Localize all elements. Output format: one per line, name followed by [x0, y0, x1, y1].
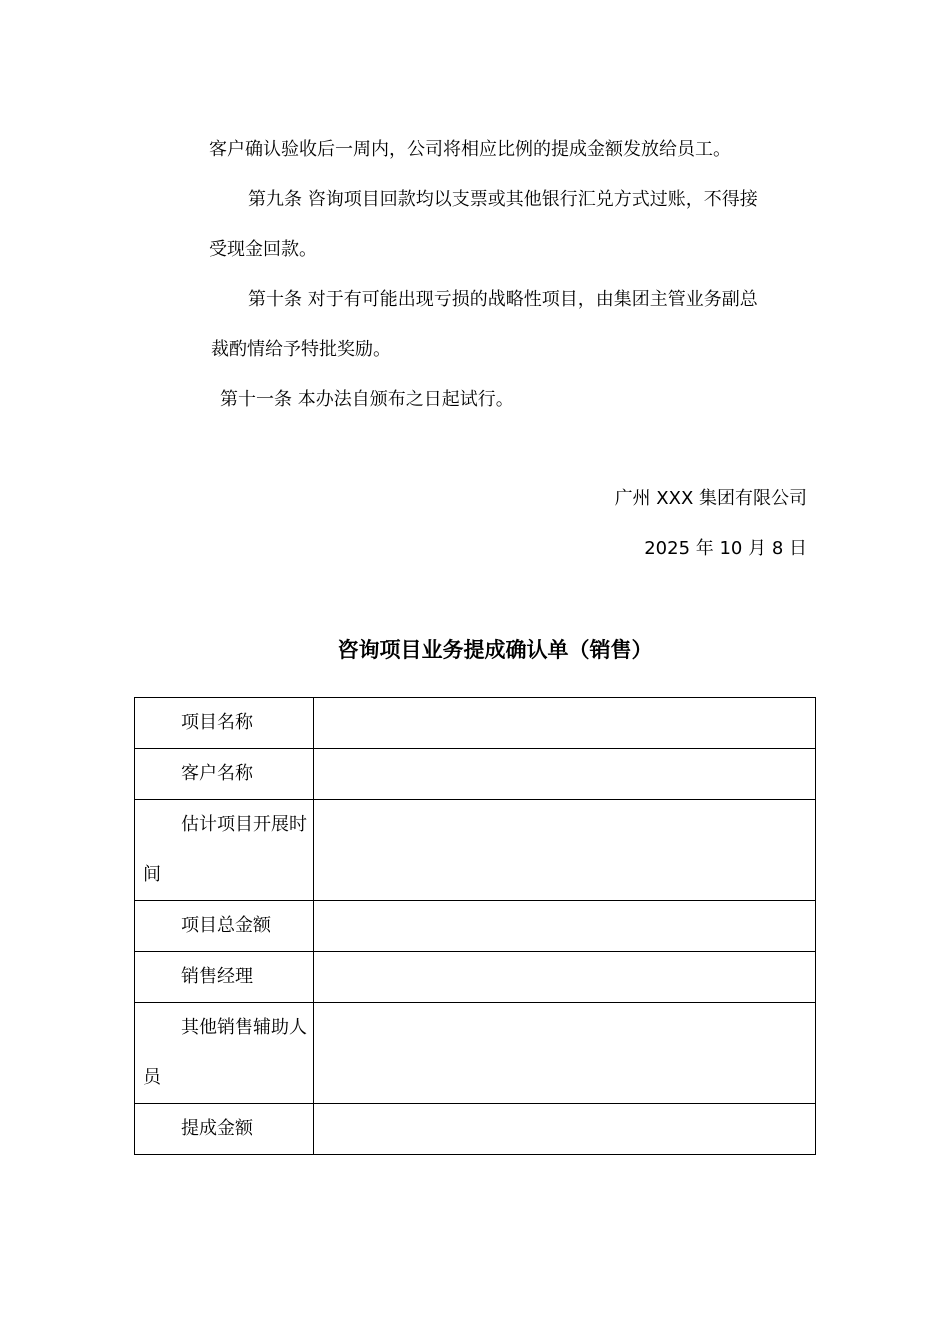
commission-amount-field[interactable] [314, 1104, 816, 1155]
field-label: 项目名称 [181, 712, 253, 733]
field-label: 提成金额 [181, 1118, 253, 1139]
estimated-project-time-field[interactable] [314, 800, 816, 901]
row-label-cell [135, 800, 314, 901]
form-title: 咨询项目业务提成确认单（销售） [337, 638, 653, 662]
table-row [135, 800, 816, 901]
table-row [135, 749, 816, 800]
sales-manager-field[interactable] [314, 952, 816, 1003]
client-name-field[interactable] [314, 749, 816, 800]
row-label-cell [135, 1003, 314, 1104]
row-label-cell [135, 901, 314, 952]
other-sales-staff-field[interactable] [314, 1003, 816, 1104]
signature-date: 2025 年 10 月 8 日 [644, 538, 807, 559]
article-10-line-1: 第十条 对于有可能出现亏损的战略性项目，由集团主管业务副总 [248, 289, 758, 310]
row-label-cell [135, 1104, 314, 1155]
project-total-amount-field[interactable] [314, 901, 816, 952]
table-row [135, 901, 816, 952]
field-label: 估计项目开展时间 [143, 814, 307, 885]
article-11: 第十一条 本办法自颁布之日起试行。 [220, 389, 514, 410]
commission-confirmation-table [134, 697, 816, 1155]
article-9-line-1: 第九条 咨询项目回款均以支票或其他银行汇兑方式过账，不得接 [248, 189, 758, 210]
table-row [135, 698, 816, 749]
project-name-field[interactable] [314, 698, 816, 749]
row-label-cell [135, 698, 314, 749]
row-label-cell [135, 952, 314, 1003]
row-label-cell [135, 749, 314, 800]
article-9-line-2: 受现金回款。 [209, 239, 317, 260]
article-10-line-2: 裁酌情给予特批奖励。 [211, 339, 391, 360]
field-label: 客户名称 [181, 763, 253, 784]
field-label: 项目总金额 [181, 915, 271, 936]
field-label: 销售经理 [181, 966, 253, 987]
table-row [135, 952, 816, 1003]
table-row [135, 1104, 816, 1155]
signature-company: 广州 XXX 集团有限公司 [614, 488, 807, 509]
table-row [135, 1003, 816, 1104]
paragraph-commission-payment: 客户确认验收后一周内，公司将相应比例的提成金额发放给员工。 [209, 139, 731, 160]
field-label: 其他销售辅助人员 [143, 1017, 307, 1088]
